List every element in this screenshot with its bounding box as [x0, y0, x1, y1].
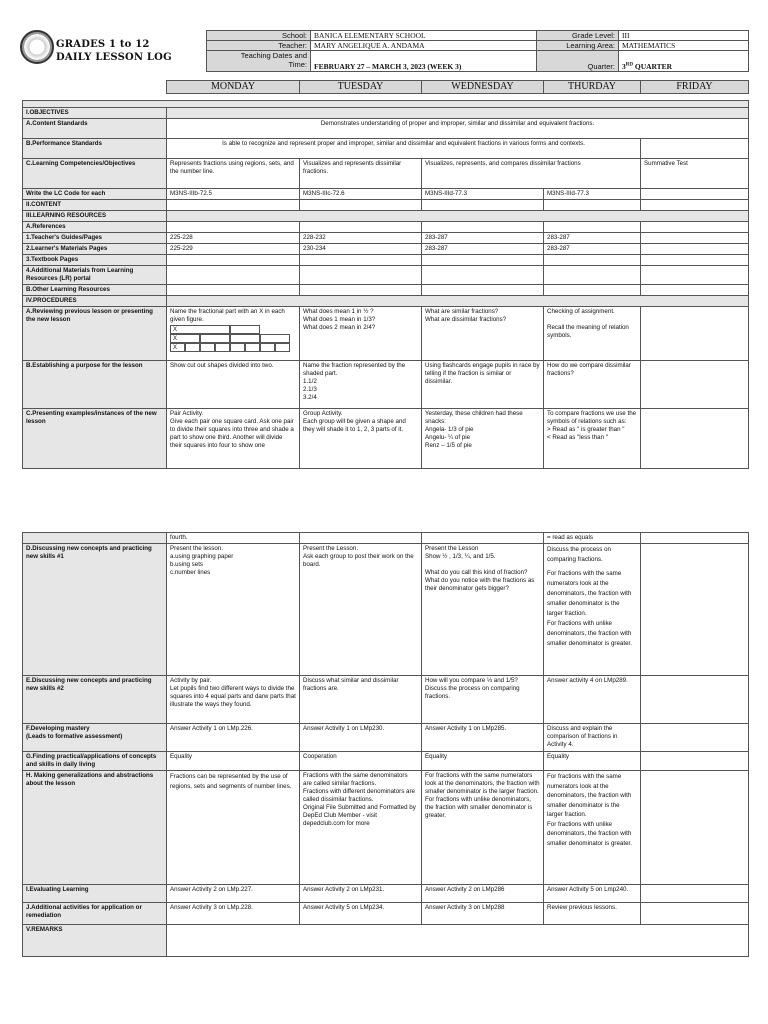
discuss1-thursday: [544, 544, 641, 676]
mastery-tuesday: Answer Activity 1 on LMp230.: [300, 724, 422, 752]
additional-materials-label: 4.Additional Materials from Learning Resources (LR) portal: [23, 266, 167, 285]
discuss1-wednesday-2: Show ½ , 1/3, ¼, and 1/5.: [425, 553, 496, 560]
lc-code-wednesday: M3NS-IIId-77.3: [422, 189, 544, 200]
discuss1-thursday-2: For fractions with the same numerators look at the denominators, the fraction with smaller denominator is the larger fraction.: [547, 570, 632, 617]
presenting-monday-cont: fourth.: [167, 533, 300, 544]
fraction-mark-3: X: [170, 343, 185, 352]
procedures-blank: [167, 296, 749, 307]
presenting-tuesday-2: Each group will be given a shape and they will shade it to 1, 2, 3 parts of it.: [303, 418, 406, 433]
generalization-tuesday-2: Fractions with different denominators are called dissimilar fractions.: [303, 788, 416, 803]
evaluating-monday: Answer Activity 2 on LMp.227.: [167, 885, 300, 903]
day-wednesday: WEDNESDAY: [422, 81, 544, 94]
resources-heading: III.LEARNING RESOURCES: [23, 211, 167, 222]
objectives-blank: [167, 108, 749, 119]
lm-pages-tuesday: 230-234: [300, 244, 422, 255]
lc-code-thursday: M3NS-IIId-77.3: [544, 189, 641, 200]
discuss1-monday-3: b.using sets: [170, 561, 204, 568]
lm-pages-thursday: 283-287: [544, 244, 641, 255]
review-thursday-1: Checking of assignment.: [547, 308, 615, 315]
dates-label: [207, 51, 311, 72]
generalization-tuesday: [300, 771, 422, 885]
discuss1-label: D.Discussing new concepts and practicing new skills #1: [23, 544, 167, 676]
evaluating-wednesday: Answer Activity 2 on LMp286: [422, 885, 544, 903]
presenting-wednesday-1: Yesterday, these children had these snacks:: [425, 410, 523, 425]
remarks-label: V.REMARKS: [23, 925, 167, 957]
fraction-mark-2: X: [170, 334, 200, 343]
tg-pages-wednesday: 283-287: [422, 233, 544, 244]
purpose-label: B.Establishing a purpose for the lesson: [23, 361, 167, 409]
additional-wednesday: Answer Activity 3 on LMp288: [422, 903, 544, 925]
mastery-label-2: (Leads to formative assessment): [26, 733, 123, 740]
content-heading: II.CONTENT: [23, 200, 167, 211]
presenting-thursday-2: > Read as " is greater than ": [547, 426, 625, 433]
mastery-label: [23, 724, 167, 752]
discuss1-thursday-3: For fractions with unlike denominators, the fraction with smaller denominator is greater.: [547, 620, 632, 647]
discuss1-monday: [167, 544, 300, 676]
additional-thursday: Review previous lessons.: [544, 903, 641, 925]
additional-monday: Answer Activity 3 on LMp.228.: [167, 903, 300, 925]
review-wednesday: [422, 307, 544, 361]
remarks-value: [167, 925, 749, 957]
review-monday: [167, 307, 300, 361]
competencies-friday: Summative Test: [641, 159, 749, 189]
other-resources-label: B.Other Learning Resources: [23, 285, 167, 296]
title-line-2: DAILY LESSON LOG: [56, 52, 172, 63]
discuss2-label: E.Discussing new concepts and practicing new skills #2: [23, 676, 167, 724]
lc-code-monday: M3NS-IIIb-72.5: [167, 189, 300, 200]
presenting-monday-1: Pair Activity.: [170, 410, 204, 417]
purpose-tuesday-4: 3.2/4: [303, 394, 317, 401]
day-tuesday: TUESDAY: [300, 81, 422, 94]
discuss1-monday-2: a.using graphing paper: [170, 553, 234, 560]
purpose-tuesday-1: Name the fraction represented by the shaded part.: [303, 362, 406, 377]
competencies-monday: Represents fractions using regions, sets, and the number line.: [167, 159, 300, 189]
review-tuesday-1: What does mean 1 in ½ ?: [303, 308, 374, 315]
discuss1-wednesday-3: What do you call this kind of fraction?: [425, 569, 528, 576]
references-label: A.References: [23, 222, 167, 233]
discuss2-monday-2: Let pupils find two different ways to divide the squares into 4 equal parts and darw parts that illustrate the ways they found.: [170, 685, 296, 708]
grade-label: Grade Level:: [537, 31, 619, 41]
review-monday-text: Name the fractional part with an X in each given figure.: [170, 308, 285, 323]
purpose-tuesday-3: 2.1/3: [303, 386, 317, 393]
teacher-value: MARY ANGELIQUE A. ANDAMA: [311, 41, 537, 51]
document-title: [56, 38, 172, 64]
purpose-monday: Show cut out shapes divided into two.: [167, 361, 300, 409]
competencies-label: C.Learning Competencies/Objectives: [23, 159, 167, 189]
apply-label: G.Finding practical/applications of concepts and skills in daily living: [23, 752, 167, 771]
generalization-thursday: [544, 771, 641, 885]
quarter-label: Quarter:: [537, 51, 619, 72]
day-monday: MONDAY: [167, 81, 300, 94]
tg-pages-monday: 225-228: [167, 233, 300, 244]
discuss2-tuesday: Discuss what similar and dissimilar fractions are.: [300, 676, 422, 724]
tg-pages-thursday: 283-287: [544, 233, 641, 244]
additional-label: J.Additional activities for application or remediation: [23, 903, 167, 925]
lesson-table-page-1: [22, 100, 749, 469]
discuss1-tuesday-2: Ask each group to post their work on the board.: [303, 553, 414, 568]
presenting-wednesday: [422, 409, 544, 469]
purpose-tuesday-2: 1.1/2: [303, 378, 317, 385]
discuss2-monday-1: Activity by pair.: [170, 677, 212, 684]
lc-code-tuesday: M3NS-IIIc-72.6: [300, 189, 422, 200]
review-wednesday-1: What are similar fractions?: [425, 308, 499, 315]
performance-standards-friday: [641, 139, 749, 159]
purpose-tuesday: [300, 361, 422, 409]
dates-value: FEBRUARY 27 – MARCH 3, 2023 (WEEK 3): [311, 51, 537, 72]
content-standards-label: A.Content Standards: [23, 119, 167, 139]
objectives-heading: I.OBJECTIVES: [23, 108, 167, 119]
day-thursday: THURDAY: [544, 81, 641, 94]
discuss2-monday: [167, 676, 300, 724]
quarter-num: 3: [622, 62, 626, 71]
lm-pages-monday: 225-229: [167, 244, 300, 255]
deped-seal-icon: [20, 30, 54, 64]
discuss2-wednesday-1: How will you compare ⅓ and 1/5?: [425, 677, 518, 684]
evaluating-thursday: Answer Activity 5 on Lmp240.: [544, 885, 641, 903]
presenting-thursday-3: < Read as "less than ": [547, 434, 608, 441]
discuss1-monday-1: Present the lesson.: [170, 545, 223, 552]
review-label: A.Reviewing previous lesson or presenting the new lesson: [23, 307, 167, 361]
area-value: MATHEMATICS: [619, 41, 749, 51]
generalization-thursday-2: For fractions with unlike denominators, the fraction with smaller denominator is greater.: [547, 820, 632, 847]
review-thursday: [544, 307, 641, 361]
purpose-wednesday: Using flashcards engage pupils in race by telling if the fraction is similar or dissimilar.: [422, 361, 544, 409]
discuss1-wednesday-1: Present the Lesson: [425, 545, 479, 552]
lc-code-label: Write the LC Code for each: [23, 189, 167, 200]
apply-wednesday: Equality: [422, 752, 544, 771]
lm-pages-wednesday: 283-287: [422, 244, 544, 255]
generalization-tuesday-3: Original File Submitted and Formatted by DepEd Club Member - visit depedclub.com for more: [303, 804, 416, 827]
title-line-1: GRADES 1 to 12: [56, 39, 150, 50]
review-tuesday-2: What does 1 mean in 1/3?: [303, 316, 376, 323]
school-value: BANICA ELEMENTARY SCHOOL: [311, 31, 537, 41]
purpose-thursday: How do we compare dissimilar fractions?: [544, 361, 641, 409]
dates-label-line-2: Time:: [288, 60, 307, 69]
textbook-pages-label: 3.Textbook Pages: [23, 255, 167, 266]
procedures-heading: IV.PROCEDURES: [23, 296, 167, 307]
discuss2-wednesday-2: Discuss the process on comparing fractions.: [425, 685, 520, 700]
lc-code-friday: [641, 189, 749, 200]
quarter-sup: RD: [625, 62, 633, 68]
fraction-mark-1: X: [170, 325, 230, 334]
tg-pages-tuesday: 228-232: [300, 233, 422, 244]
day-friday: FRIDAY: [641, 81, 749, 94]
apply-monday: Equality: [167, 752, 300, 771]
presenting-wednesday-4: Renz – 1/5 of pie: [425, 442, 472, 449]
review-tuesday: [300, 307, 422, 361]
discuss2-thursday: Answer activity 4 on LMp289.: [544, 676, 641, 724]
quarter-value: [619, 51, 749, 72]
discuss1-monday-4: c.number lines: [170, 569, 211, 576]
generalization-wednesday-1: For fractions with the same numerators look at the denominators, the fraction with smaller denominator is the larger fraction.: [425, 772, 540, 795]
generalization-wednesday-2: For fractions with unlike denominators, the fraction with smaller denominator is greater.: [425, 796, 533, 819]
presenting-thursday-1: To compare fractions we use the symbols of relations such as:: [547, 410, 637, 425]
resources-blank: [167, 211, 749, 222]
header-info-table: [206, 30, 749, 72]
performance-standards-label: B.Performance Standards: [23, 139, 167, 159]
presenting-label: C.Presenting examples/instances of the new lesson: [23, 409, 167, 469]
generalization-wednesday: [422, 771, 544, 885]
discuss1-wednesday: [422, 544, 544, 676]
additional-tuesday: Answer Activity 5 on LMp234.: [300, 903, 422, 925]
performance-standards-value: Is able to recognize and represent proper and improper, similar and dissimilar and equivalent fractions in various forms and contexts.: [167, 139, 641, 159]
presenting-thursday: [544, 409, 641, 469]
presenting-tuesday: [300, 409, 422, 469]
area-label: Learning Area:: [537, 41, 619, 51]
evaluating-label: I.Evaluating Learning: [23, 885, 167, 903]
competencies-tuesday: Visualizes and represents dissimilar fractions.: [300, 159, 422, 189]
competencies-wed-thu: Visualizes, represents, and compares dissimilar fractions: [422, 159, 641, 189]
presenting-wednesday-2: Angela- 1/3 of pie: [425, 426, 474, 433]
presenting-tuesday-1: Group Activity.: [303, 410, 343, 417]
generalization-tuesday-1: Fractions with the same denominators are called similar fractions.: [303, 772, 408, 787]
presenting-monday: [167, 409, 300, 469]
review-tuesday-3: What does 2 mean in 2/4?: [303, 324, 376, 331]
generalization-label: H. Making generalizations and abstractions about the lesson: [23, 771, 167, 885]
fraction-figures: [170, 325, 296, 352]
generalization-monday: Fractions can be represented by the use of regions, sets and segments of number lines.: [167, 771, 300, 885]
lesson-table-page-2: [22, 532, 749, 957]
review-wednesday-2: What are dissimilar fractions?: [425, 316, 507, 323]
generalization-thursday-1: For fractions with the same numerators look at the denominators, the fraction with smaller denominator is the larger fraction.: [547, 773, 632, 818]
lm-pages-label: 2.Learner's Materials Pages: [23, 244, 167, 255]
content-standards-value: Demonstrates understanding of proper and improper, similar and dissimilar and equivalent fractions.: [167, 119, 749, 139]
presenting-wednesday-3: Angelu- ¼ of pie: [425, 434, 471, 441]
discuss1-thursday-1: Discuss the process on comparing fractions.: [547, 546, 611, 563]
mastery-monday: Answer Activity 1 on LMp.226.: [167, 724, 300, 752]
day-header-row: [166, 80, 749, 94]
discuss1-wednesday-4: What do you notice with the fractions as their denominator gets bigger?: [425, 577, 535, 592]
tg-pages-label: 1.Teacher's Guides/Pages: [23, 233, 167, 244]
teacher-label: Teacher:: [207, 41, 311, 51]
school-label: School:: [207, 31, 311, 41]
apply-tuesday: Cooperation: [300, 752, 422, 771]
discuss2-wednesday: [422, 676, 544, 724]
evaluating-tuesday: Answer Activity 2 on LMp231.: [300, 885, 422, 903]
dates-label-line-1: Teaching Dates and: [240, 51, 307, 60]
spacer-row: [23, 101, 749, 108]
apply-thursday: Equality: [544, 752, 641, 771]
mastery-wednesday: Answer Activity 1 on LMp285.: [422, 724, 544, 752]
quarter-text: QUARTER: [632, 62, 673, 71]
mastery-thursday: Discuss and explain the comparison of fractions in Activity 4.: [544, 724, 641, 752]
discuss1-tuesday: [300, 544, 422, 676]
grade-value: III: [619, 31, 749, 41]
review-thursday-2: Recall the meaning of relation symbols.: [547, 324, 629, 339]
presenting-monday-2: Give each pair one square card. Ask one pair to divide their squares into three and shade a part to show one third. Another will divide their squares into four to show one: [170, 418, 294, 449]
presenting-thursday-cont: = read as equals: [544, 533, 641, 544]
mastery-label-1: F.Developing mastery: [26, 725, 90, 732]
discuss1-tuesday-1: Present the Lesson.: [303, 545, 359, 552]
